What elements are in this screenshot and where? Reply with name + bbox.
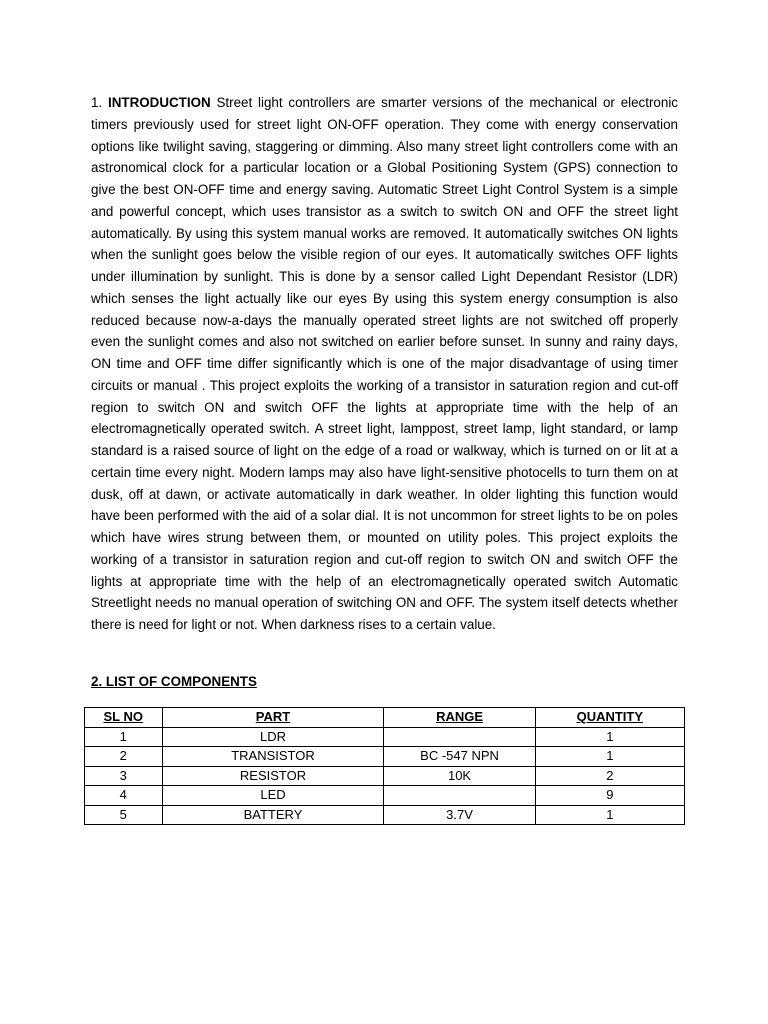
cell-range: 10K xyxy=(384,766,535,786)
cell-range xyxy=(384,727,535,747)
cell-sl-no: 5 xyxy=(85,805,163,825)
cell-quantity: 1 xyxy=(535,727,684,747)
section-number: 1. xyxy=(91,95,103,110)
components-heading: 2. LIST OF COMPONENTS xyxy=(91,674,257,689)
cell-range: 3.7V xyxy=(384,805,535,825)
cell-quantity: 1 xyxy=(535,805,684,825)
cell-part: BATTERY xyxy=(162,805,384,825)
cell-sl-no: 2 xyxy=(85,747,163,767)
cell-sl-no: 3 xyxy=(85,766,163,786)
table-row xyxy=(85,747,685,767)
introduction-heading: INTRODUCTION xyxy=(108,95,211,110)
cell-part: RESISTOR xyxy=(162,766,384,786)
cell-part: TRANSISTOR xyxy=(162,747,384,767)
cell-range xyxy=(384,786,535,806)
cell-part: LDR xyxy=(162,727,384,747)
table-row xyxy=(85,786,685,806)
components-table xyxy=(84,707,685,825)
table-row xyxy=(85,766,685,786)
table-row xyxy=(85,727,685,747)
column-header-quantity: QUANTITY xyxy=(535,708,684,728)
cell-sl-no: 1 xyxy=(85,727,163,747)
table-header-row xyxy=(85,708,685,728)
introduction-body: Street light controllers are smarter versions of the mechanical or electronic timers previously used for street light ON-OFF operation. They come with energy conservation options like twilight saving, staggering or dimming. Also many street light controllers come with an astronomical clock for a particular location or a Global Positioning System (GPS) connection to give the best ON-OFF time and energy saving. Automatic Street Light Control System is a simple and powerful concept, which uses transistor as a switch to switch ON and OFF the street light automatically. By using this system manual works are removed. It automatically switches ON lights when the sunlight goes below the visible region of our eyes. It automatically switches OFF lights under illumination by sunlight. This is done by a sensor called Light Dependant Resistor (LDR) which senses the light actually like our eyes By using this system energy consumption is also reduced because now-a-days the manually operated street lights are not switched off properly even the sunlight comes and also not switched on earlier before sunset. In sunny and rainy days, ON time and OFF time differ significantly which is one of the major disadvantage of using timer circuits or manual . This project exploits the working of a transistor in saturation region and cut-off region to switch ON and switch OFF the lights at appropriate time with the help of an electromagnetically operated switch. A street light, lamppost, street lamp, light standard, or lamp standard is a raised source of light on the edge of a road or walkway, which is turned on or lit at a certain time every night. Modern lamps may also have light-sensitive photocells to turn them on at dusk, off at dawn, or activate automatically in dark weather. In older lighting this function would have been performed with the aid of a solar dial. It is not uncommon for street lights to be on poles which have wires strung between them, or mounted on utility poles. This project exploits the working of a transistor in saturation region and cut-off region to switch ON and switch OFF the lights at appropriate time with the help of an electromagnetically operated switch Automatic Streetlight needs no manual operation of switching ON and OFF. The system itself detects whether there is need for light or not. When darkness rises to a certain value. xyxy=(91,95,678,632)
column-header-sl-no: SL NO xyxy=(85,708,163,728)
cell-quantity: 2 xyxy=(535,766,684,786)
column-header-range: RANGE xyxy=(384,708,535,728)
cell-sl-no: 4 xyxy=(85,786,163,806)
cell-quantity: 9 xyxy=(535,786,684,806)
introduction-paragraph xyxy=(91,92,678,636)
cell-range: BC -547 NPN xyxy=(384,747,535,767)
cell-quantity: 1 xyxy=(535,747,684,767)
column-header-part: PART xyxy=(162,708,384,728)
cell-part: LED xyxy=(162,786,384,806)
table-row xyxy=(85,805,685,825)
